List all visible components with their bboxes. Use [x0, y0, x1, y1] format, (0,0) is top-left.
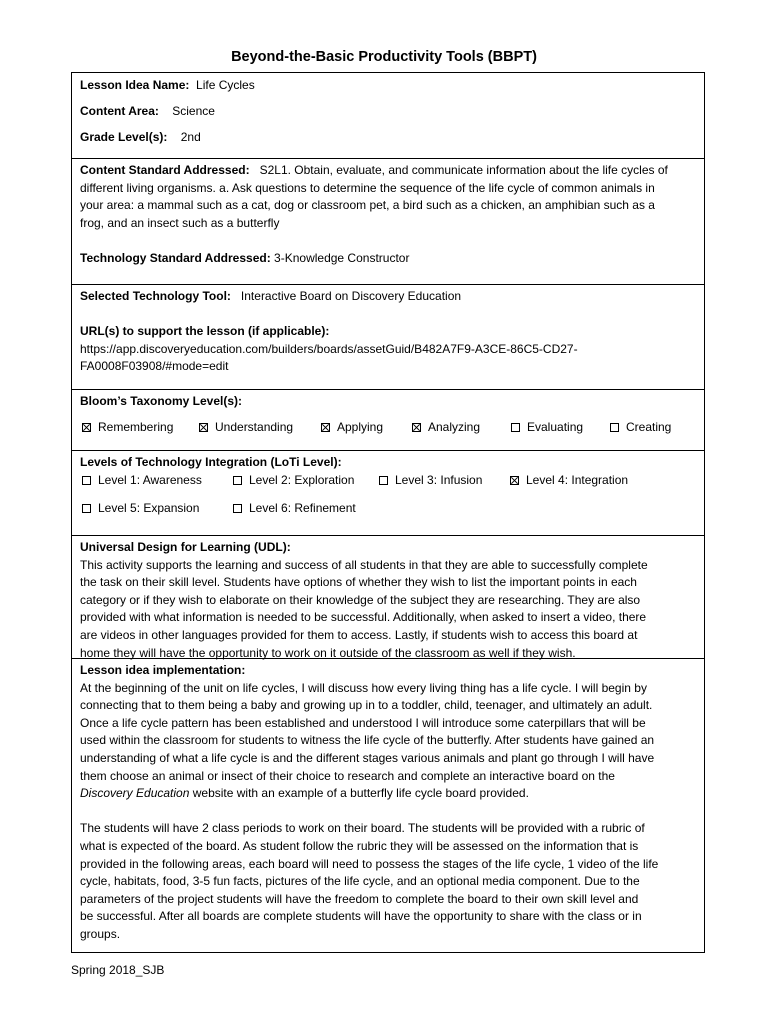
checkbox-unchecked-icon[interactable]: [233, 476, 242, 485]
loti-option-3[interactable]: [379, 472, 482, 490]
blooms-option-applying[interactable]: [321, 419, 383, 437]
loti-option-1[interactable]: [82, 472, 202, 490]
tech-tool-value: Interactive Board on Discovery Education: [240, 289, 462, 303]
tech-standard-value: 3-Knowledge Constructor: [274, 250, 410, 265]
url-label: URL(s) to support the lesson (if applicable):: [80, 324, 330, 339]
loti-option-6[interactable]: [233, 500, 356, 518]
udl-label: Universal Design for Learning (UDL):: [80, 540, 291, 554]
checkbox-checked-icon[interactable]: [199, 423, 208, 432]
content-standard-label: Content Standard Addressed:: [80, 163, 250, 177]
option-label: Creating: [626, 420, 672, 434]
checkbox-unchecked-icon[interactable]: [610, 423, 619, 432]
implementation-line: them choose an animal or insect of their choice to research and complete an interactive board on the: [80, 768, 615, 783]
content-area-label: Content Area:: [80, 103, 159, 118]
option-label: Remembering: [98, 420, 174, 434]
implementation-line: The students will have 2 class periods to work on their board. The students will be provided with a rubric of: [80, 821, 645, 836]
loti-option-2[interactable]: [233, 472, 354, 490]
implementation-line: provided in the following areas, each board will need to possess the stages of the life cycle, 1 video of the life: [80, 856, 659, 871]
loti-cell: [72, 451, 704, 536]
option-label: Level 6: Refinement: [249, 501, 356, 515]
implementation-line: Once a life cycle pattern has been established and understood I will introduce some caterpillars that will be: [80, 715, 646, 730]
checkbox-checked-icon[interactable]: [510, 476, 519, 485]
option-label: Level 1: Awareness: [98, 473, 202, 487]
implementation-line: parameters of the project students will have the freedom to complete the board to their own skill level and: [80, 891, 639, 906]
udl-line: provided with what information is needed to be successful. Additionally, when asked to insert a video, there: [80, 610, 647, 625]
option-label: Level 5: Expansion: [98, 501, 200, 515]
udl-line: This activity supports the learning and success of all students in that they are able to successfully complete: [80, 557, 648, 572]
lesson-info-cell: [72, 73, 704, 159]
implementation-line: used within the classroom for students to witness the life cycle of the butterfly. After students have gained an: [80, 733, 655, 748]
blooms-option-evaluating[interactable]: [511, 419, 583, 437]
blooms-label: Bloom’s Taxonomy Level(s):: [80, 394, 243, 408]
loti-label: Levels of Technology Integration (LoTi Level):: [80, 455, 342, 469]
implementation-line: website with an example of a butterfly life cycle board provided.: [189, 786, 529, 801]
loti-option-5[interactable]: [82, 500, 199, 518]
checkbox-unchecked-icon[interactable]: [82, 504, 91, 513]
option-label: Level 2: Exploration: [249, 473, 355, 487]
url-link[interactable]: https://app.discoveryeducation.com/builders/boards/assetGuid/B482A7F9-A3CE-86C5-CD27-: [80, 341, 578, 356]
blooms-option-understanding[interactable]: [199, 419, 293, 437]
content-area-value: Science: [172, 103, 215, 118]
implementation-line: understanding of what a life cycle is and the different stages various animals and plant go through I will have: [80, 750, 655, 765]
checkbox-unchecked-icon[interactable]: [511, 423, 520, 432]
option-label: Analyzing: [428, 420, 481, 434]
implementation-line: cycle, habitats, food, 3-5 fun facts, pictures of the life cycle, and an optional media component. Due to the: [80, 874, 640, 889]
content-standard-line: different living organisms. a. Ask questions to determine the sequence of the life cycle of common animals in: [80, 180, 655, 195]
checkbox-checked-icon[interactable]: [412, 423, 421, 432]
loti-option-4[interactable]: [510, 472, 628, 490]
udl-line: home they will have the opportunity to work on it outside of the classroom as well if they wish.: [80, 645, 576, 660]
implementation-line: groups.: [80, 926, 121, 941]
implementation-line: At the beginning of the unit on life cycles, I will discuss how every living thing has a life cycle. I will begin by: [80, 680, 647, 695]
lesson-idea-value: Life Cycles: [196, 78, 255, 92]
implementation-line: connecting that to them being a baby and growing up in to a toddler, child, teenager, and ultimately an adult.: [80, 698, 653, 713]
checkbox-unchecked-icon[interactable]: [379, 476, 388, 485]
discovery-education-text: Discovery Education: [80, 786, 190, 801]
content-standard-line: frog, and an insect such as a butterfly: [80, 215, 280, 230]
option-label: Level 3: Infusion: [395, 473, 483, 487]
checkbox-checked-icon[interactable]: [82, 423, 91, 432]
implementation-line: be successful. After all boards are complete students will have the opportunity to share with the class or in: [80, 909, 642, 924]
tech-standard-label: Technology Standard Addressed:: [80, 250, 271, 265]
lesson-plan-table: [71, 72, 705, 953]
blooms-option-creating[interactable]: [610, 419, 671, 437]
content-standard-line: S2L1. Obtain, evaluate, and communicate information about the life cycles of: [259, 163, 668, 177]
standards-cell: [72, 159, 704, 285]
udl-cell: [72, 536, 704, 659]
option-label: Level 4: Integration: [526, 473, 629, 487]
implementation-label: Lesson idea implementation:: [80, 663, 246, 677]
lesson-idea-label: Lesson Idea Name:: [80, 78, 190, 92]
udl-line: category or if they wish to elaborate on their knowledge of the subject they are researching. They are also: [80, 592, 641, 607]
grade-level-value: 2nd: [180, 129, 201, 144]
blooms-option-analyzing[interactable]: [412, 419, 480, 437]
blooms-cell: [72, 390, 704, 451]
udl-line: the task on their skill level. Students have options of whether they wish to list the important points in each: [80, 575, 637, 590]
content-standard-line: your area: a mammal such as a cat, dog or classroom pet, a bird such as a chicken, an amphibian such as a: [80, 198, 655, 213]
udl-line: are videos in other languages provided for them to access. Lastly, if students wish to access this board at: [80, 627, 638, 642]
implementation-cell: [72, 659, 704, 952]
url-link[interactable]: FA0008F03908/#mode=edit: [80, 359, 229, 374]
page-footer: Spring 2018_SJB: [71, 963, 165, 977]
blooms-option-remembering[interactable]: [82, 419, 173, 437]
implementation-line: what is expected of the board. As student follow the rubric they will be assessed on the information that is: [80, 838, 639, 853]
option-label: Applying: [337, 420, 384, 434]
technology-tool-cell: [72, 285, 704, 390]
checkbox-unchecked-icon[interactable]: [82, 476, 91, 485]
grade-level-label: Grade Level(s):: [80, 129, 168, 144]
checkbox-unchecked-icon[interactable]: [233, 504, 242, 513]
option-label: Evaluating: [527, 420, 584, 434]
option-label: Understanding: [215, 420, 294, 434]
checkbox-checked-icon[interactable]: [321, 423, 330, 432]
document-title: Beyond-the-Basic Productivity Tools (BBPT): [231, 49, 537, 65]
tech-tool-label: Selected Technology Tool:: [80, 289, 231, 303]
